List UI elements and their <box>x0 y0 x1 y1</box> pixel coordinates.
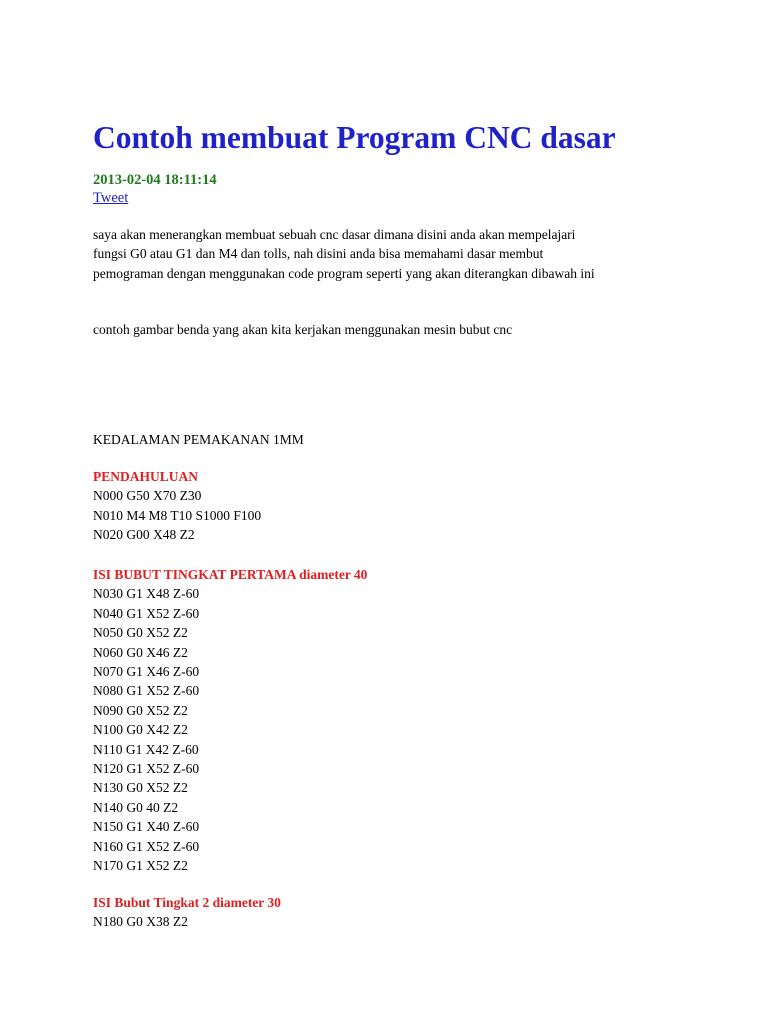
code-line: N060 G0 X46 Z2 <box>93 644 188 660</box>
article-title: Contoh membuat Program CNC dasar <box>93 120 616 155</box>
depth-note: KEDALAMAN PEMAKANAN 1MM <box>93 432 304 447</box>
intro-line: fungsi G0 atau G1 dan M4 dan tolls, nah disini anda bisa memahami dasar membut <box>93 246 544 262</box>
section-tingkat-2 <box>93 893 281 932</box>
code-line: N050 G0 X52 Z2 <box>93 625 188 641</box>
code-line: N000 G50 X70 Z30 <box>93 488 202 504</box>
code-line: N180 G0 X38 Z2 <box>93 914 188 930</box>
code-line: N110 G1 X42 Z-60 <box>93 741 199 757</box>
image-caption: contoh gambar benda yang akan kita kerjakan menggunakan mesin bubut cnc <box>93 322 513 337</box>
code-line: N140 G0 40 Z2 <box>93 799 179 815</box>
code-line: N170 G1 X52 Z2 <box>93 858 188 874</box>
section-tingkat-pertama <box>93 565 367 876</box>
code-line: N090 G0 X52 Z2 <box>93 702 188 718</box>
code-line: N040 G1 X52 Z-60 <box>93 605 200 621</box>
code-line: N010 M4 M8 T10 S1000 F100 <box>93 507 262 523</box>
code-line: N020 G00 X48 Z2 <box>93 527 195 543</box>
section-heading: ISI Bubut Tingkat 2 diameter 30 <box>93 895 281 910</box>
section-pendahuluan <box>93 467 261 545</box>
code-line: N070 G1 X46 Z-60 <box>93 664 200 680</box>
code-line: N130 G0 X52 Z2 <box>93 780 188 796</box>
code-line: N120 G1 X52 Z-60 <box>93 761 200 777</box>
code-line: N150 G1 X40 Z-60 <box>93 819 200 835</box>
intro-paragraph <box>93 225 693 283</box>
intro-line: saya akan menerangkan membuat sebuah cnc dasar dimana disini anda akan mempelajari <box>93 227 576 242</box>
intro-line: pemograman dengan menggunakan code program seperti yang akan diterangkan dibawah ini <box>93 265 595 281</box>
code-line: N080 G1 X52 Z-60 <box>93 683 200 699</box>
post-timestamp: 2013-02-04 18:11:14 <box>93 172 217 188</box>
code-line: N160 G1 X52 Z-60 <box>93 838 200 854</box>
code-line: N100 G0 X42 Z2 <box>93 722 188 738</box>
tweet-link[interactable]: Tweet <box>93 190 129 206</box>
code-line: N030 G1 X48 Z-60 <box>93 586 200 602</box>
section-heading: PENDAHULUAN <box>93 469 199 484</box>
section-heading: ISI BUBUT TINGKAT PERTAMA diameter 40 <box>93 567 368 582</box>
